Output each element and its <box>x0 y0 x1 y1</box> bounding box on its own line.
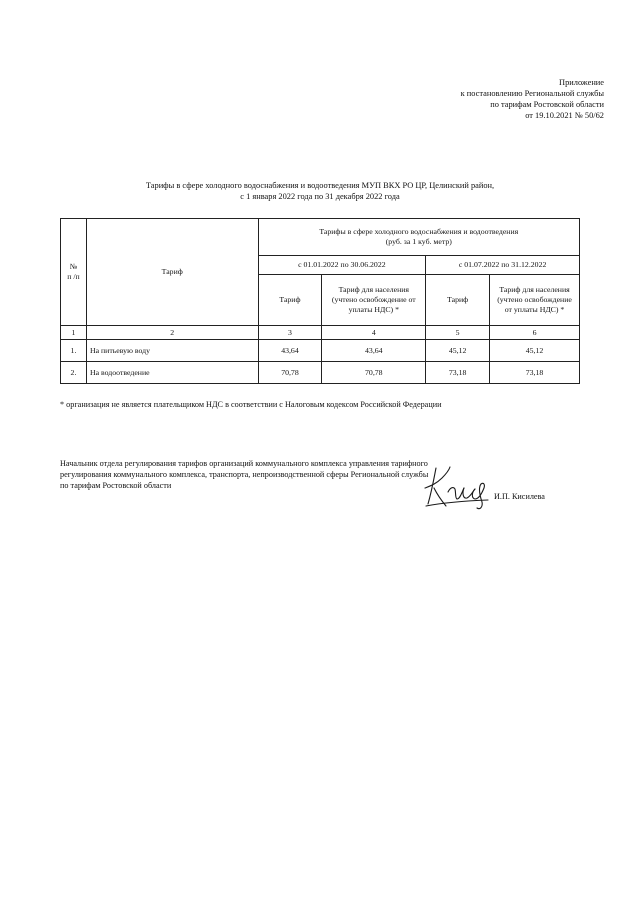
header-group <box>258 219 579 256</box>
title-line-1: Тарифы в сфере холодного водоснабжения и водоотведения МУП ВКХ РО ЦР, Целинский район, <box>145 181 495 190</box>
tariff-table <box>60 218 580 384</box>
row-name: На питьевую воду <box>86 340 258 362</box>
row-p2-population: 45,12 <box>490 340 580 362</box>
header-population-line: Тариф для населения <box>338 285 410 294</box>
header-group-line-1: Тарифы в сфере холодного водоснабжения и водоотведения <box>319 227 519 236</box>
header-period-2: с 01.07.2022 по 31.12.2022 <box>426 256 580 275</box>
column-number: 6 <box>490 326 580 340</box>
appendix-line-3: по тарифам Ростовской области <box>490 100 604 109</box>
header-population-line: (учтено освобождение от уплаты НДС) * <box>331 295 416 314</box>
header-population-line: (учтено освобождение от уплаты НДС) * <box>497 295 572 314</box>
document-title <box>60 180 580 202</box>
row-number: 1. <box>61 340 87 362</box>
column-number: 1 <box>61 326 87 340</box>
appendix-line-1: Приложение <box>559 78 604 87</box>
row-p2-population: 73,18 <box>490 362 580 384</box>
footnote: * организация не является плательщиком НДС в соответствии с Налоговым кодексом Российской Федерации <box>60 400 442 409</box>
column-number: 2 <box>86 326 258 340</box>
column-number: 3 <box>258 326 322 340</box>
signer-name: И.П. Кисилева <box>494 492 545 501</box>
row-number: 2. <box>61 362 87 384</box>
appendix-header <box>461 77 604 121</box>
header-tariff-col-1: Тариф <box>258 275 322 326</box>
column-number: 4 <box>322 326 426 340</box>
row-p2-tariff: 73,18 <box>426 362 490 384</box>
row-p1-population: 70,78 <box>322 362 426 384</box>
header-number <box>61 219 87 326</box>
header-period-1: с 01.01.2022 по 30.06.2022 <box>258 256 426 275</box>
row-p1-population: 43,64 <box>322 340 426 362</box>
row-p2-tariff: 45,12 <box>426 340 490 362</box>
header-number-abbr: п /п <box>67 272 80 281</box>
row-p1-tariff: 70,78 <box>258 362 322 384</box>
appendix-line-2: к постановлению Региональной службы <box>460 89 604 98</box>
table-row <box>61 340 580 362</box>
header-population-line: Тариф для населения <box>499 285 570 294</box>
signature-position-text: Начальник отдела регулирования тарифов организаций коммунального комплекса управления тарифного регулирования коммунального комплекса, транспорта, непроизводственной сферы Региональной службы по тарифам Ростовской области <box>60 459 429 490</box>
appendix-line-4: от 19.10.2021 № 50/62 <box>525 111 604 120</box>
column-numbers-row <box>61 326 580 340</box>
handwritten-signature <box>422 462 494 512</box>
header-group-line-2: (руб. за 1 куб. метр) <box>385 237 452 246</box>
column-number: 5 <box>426 326 490 340</box>
row-p1-tariff: 43,64 <box>258 340 322 362</box>
header-tariff-col-2: Тариф <box>426 275 490 326</box>
header-tariff: Тариф <box>86 219 258 326</box>
header-number-symbol: № <box>69 262 78 271</box>
header-population-col-1 <box>322 275 426 326</box>
header-population-col-2 <box>490 275 580 326</box>
row-name: На водоотведение <box>86 362 258 384</box>
title-line-2: с 1 января 2022 года по 31 декабря 2022 года <box>240 192 400 201</box>
table-row <box>61 362 580 384</box>
